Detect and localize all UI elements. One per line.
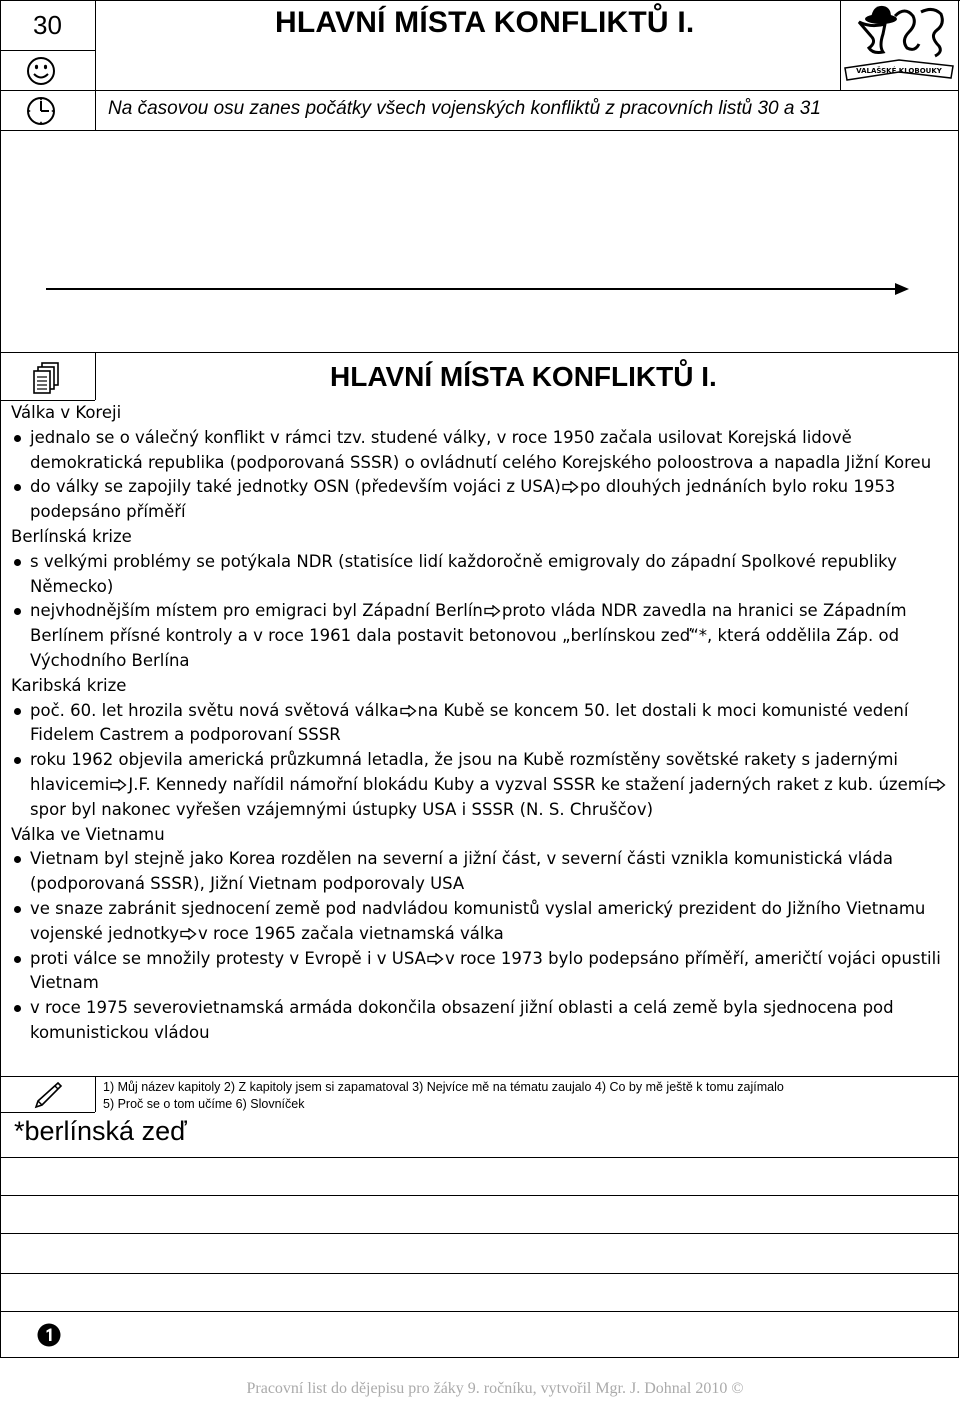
header-line-3	[0, 130, 959, 131]
notes-line-3	[0, 1195, 959, 1196]
document-icon	[33, 362, 61, 399]
korea-bullet-1: jednalo se o válečný konflikt v rámci tzv. studené války, v roce 1950 začala usilovat Korejská lidově demokratická republika (podporovaná SSSR) o ovládnutí celého Korejského poloostrova a napadla Jižní Koreu	[11, 426, 951, 476]
vietnam-heading: Válka ve Vietnamu	[11, 824, 165, 844]
prompt-line-1: 1) Můj název kapitoly 2) Z kapitoly jsem si zapamatoval 3) Nejvíce mě na tématu zaujalo 4) Co by mě ještě k tomu zajímalo	[103, 1080, 784, 1094]
vietnam-bullet-2	[11, 897, 951, 947]
cuba-bullet-1-part-b: na Kubě se koncem 50. let dostali k moci komunisté vedení Fidelem Castrem a podporovaní SSSR	[30, 700, 909, 745]
korea-heading: Válka v Koreji	[11, 403, 122, 422]
cuba-bullet-1-part-a: poč. 60. let hrozila světu nová světová válka	[30, 700, 399, 720]
timeline-arrowhead-icon	[895, 283, 909, 295]
icon-box-divider	[95, 352, 96, 400]
korea-bullet-2-part-b: po dlouhých jednáních bylo roku 1953 podepsáno příměří	[30, 477, 896, 522]
main-content	[11, 401, 951, 1046]
korea-bullet-2-part-a: do války se zapojily také jednotky OSN (především vojáci z USA)	[30, 477, 561, 497]
vietnam-bullet-4: v roce 1975 severovietnamská armáda dokončila obsazení jižní oblasti a celá země byla sjednocena pod komunistickou vládou	[11, 996, 951, 1046]
page-number: 30	[33, 9, 62, 40]
logo-graphic	[843, 2, 956, 88]
smiley-icon	[26, 56, 56, 91]
berlin-bullet-2-part-b: proto vláda NDR zavedla na hranici se Západním Berlínem přísné kontroly a v roce 1961 dala postavit betonovou „berlínskou zeď“*, která oddělila Záp. od Východního Berlína	[30, 601, 907, 670]
number-one-icon	[37, 1323, 61, 1352]
frame-top	[0, 0, 960, 1]
arrow-right-icon	[484, 605, 501, 617]
pencil-icon	[33, 1081, 63, 1114]
page-title: HLAVNÍ MÍSTA KONFLIKTŮ I.	[275, 6, 695, 39]
frame-right	[958, 0, 959, 1358]
arrow-right-icon	[180, 928, 197, 940]
clock-icon	[26, 96, 56, 131]
timeline-axis[interactable]	[46, 288, 898, 290]
arrow-right-icon	[400, 705, 417, 717]
berlin-heading: Berlínská krize	[11, 526, 132, 546]
header-line-2	[0, 90, 959, 91]
logo	[843, 2, 956, 88]
cuba-bullet-2-part-b: J.F. Kennedy nařídil námořní blokádu Kuby a vyzval SSSR ke stažení jaderných raket z kub. území	[128, 774, 929, 794]
arrow-right-icon	[427, 953, 444, 965]
frame-bottom	[0, 1357, 959, 1358]
cuba-bullet-2-part-c: spor byl nakonec vyřešen vzájemnými ústupky USA i SSSR (N. S. Chruščov)	[30, 799, 654, 819]
header-divider-1	[95, 0, 96, 130]
task-instruction: Na časovou osu zanes počátky všech vojenských konfliktů z pracovních listů 30 a 31	[108, 98, 821, 119]
notes-line-2	[0, 1157, 959, 1158]
cuba-bullet-1	[11, 699, 951, 749]
section-title: HLAVNÍ MÍSTA KONFLIKTŮ I.	[330, 361, 717, 392]
cuba-heading: Karibská krize	[11, 675, 127, 695]
cuba-bullet-2-part-a: roku 1962 objevila americká průzkumná letadla, že jsou na Kubě rozmístěny sovětské rakety s jadernými hlavicemi	[30, 750, 898, 794]
notes-line-5	[0, 1273, 959, 1274]
vietnam-bullet-2-part-a: ve snaze zabránit sjednocení země pod nadvládou komunistů vyslal americký prezident do Jižního Vietnamu vojenské jednotky	[30, 898, 926, 943]
timeline-box-bottom	[0, 352, 959, 353]
berlin-bullet-1: s velkými problémy se potýkala NDR (statisíce lidí každoročně emigrovaly do západní Spolkové republiky Německo)	[11, 550, 951, 600]
footer-credit: Pracovní list do dějepisu pro žáky 9. ročníku, vytvořil Mgr. J. Dohnal 2010 ©	[246, 1380, 744, 1397]
notes-top	[0, 1076, 959, 1077]
arrow-right-icon	[562, 481, 579, 493]
notes-line-6	[0, 1311, 959, 1312]
vietnam-bullet-1: Vietnam byl stejně jako Korea rozdělen na severní a jižní část, v severní části vznikla komunistická vláda (podporovaná SSSR), Jižní Vietnam podporovaly USA	[11, 847, 951, 897]
korea-bullet-2	[11, 475, 951, 525]
reflection-prompts	[103, 1079, 784, 1113]
berlin-bullet-2	[11, 599, 951, 673]
notes-line-4	[0, 1233, 959, 1234]
header-line-1	[0, 50, 95, 51]
vietnam-bullet-3-part-a: proti válce se množily protesty v Evropě i v USA	[30, 948, 426, 968]
glossary-term: *berlínská zeď	[14, 1116, 187, 1146]
arrow-right-icon	[110, 779, 127, 791]
notes-icon-divider	[95, 1076, 96, 1112]
header-divider-2	[840, 0, 841, 90]
vietnam-bullet-2-part-b: v roce 1965 začala vietnamská válka	[197, 923, 504, 943]
vietnam-bullet-3-part-b: v roce 1973 bylo podepsáno příměří, američtí vojáci opustili Vietnam	[30, 948, 941, 993]
arrow-right-icon	[929, 779, 946, 791]
berlin-bullet-2-part-a: nejvhodnějším místem pro emigraci byl Západní Berlín	[30, 601, 483, 621]
logo-text: VALAŠSKÉ KLOBOUKY	[856, 67, 942, 75]
cuba-bullet-2	[11, 748, 951, 822]
prompt-line-2: 5) Proč se o tom učíme 6) Slovníček	[103, 1097, 305, 1111]
frame-left	[0, 0, 1, 1358]
vietnam-bullet-3	[11, 947, 951, 997]
